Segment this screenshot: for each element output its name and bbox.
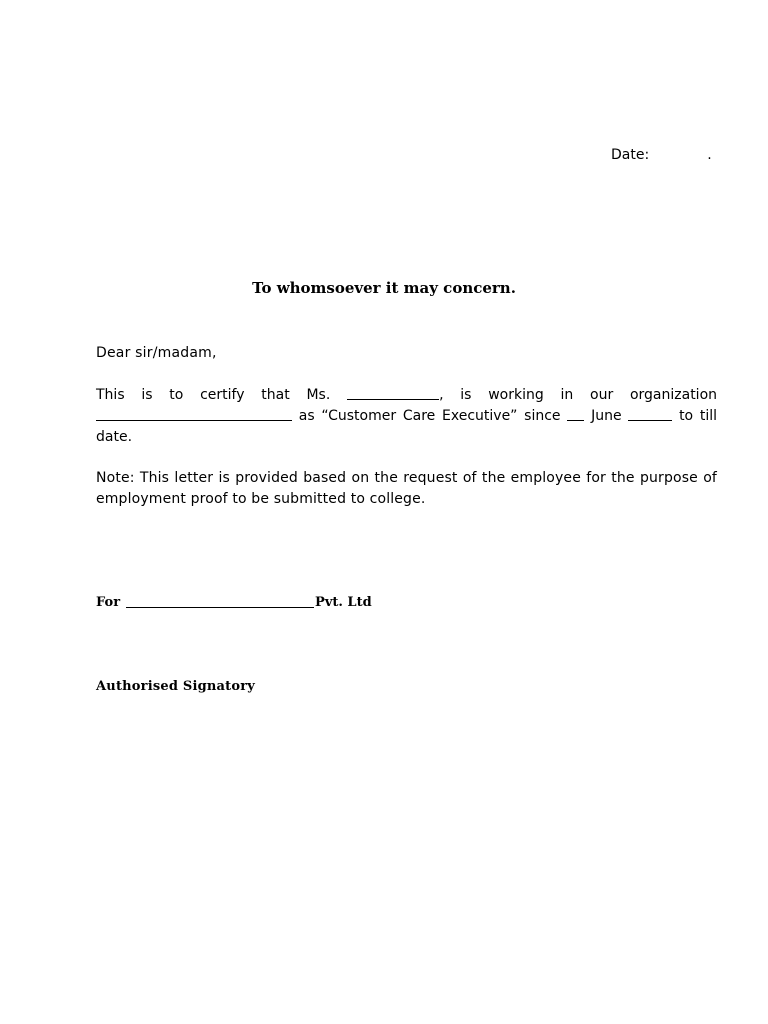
company-suffix: Pvt. Ltd	[315, 595, 372, 610]
year-blank	[628, 406, 672, 421]
organization-blank	[96, 406, 292, 421]
note-line-2: employment proof to be submitted to college.	[96, 490, 426, 507]
company-name-blank	[126, 594, 314, 608]
for-label: For	[96, 595, 121, 610]
certify-text-5: to till	[679, 407, 718, 424]
note-paragraph	[96, 468, 717, 510]
certify-line-2	[96, 406, 717, 427]
company-line	[96, 593, 372, 613]
certify-text-4: June	[591, 407, 622, 424]
date-line	[611, 145, 721, 165]
salutation: Dear sir/madam,	[96, 345, 217, 361]
employee-name-blank	[347, 385, 439, 400]
letter-title: To whomsoever it may concern.	[252, 279, 516, 297]
certification-paragraph	[96, 385, 717, 447]
date-label: Date:	[611, 147, 650, 163]
certify-line-1	[96, 385, 717, 406]
certify-text-2: , is working in our organization	[439, 387, 718, 403]
authorised-signatory: Authorised Signatory	[96, 679, 256, 694]
certify-text-1: This is to certify that Ms.	[96, 387, 331, 403]
certify-text-3: as “Customer Care Executive” since	[298, 407, 561, 424]
date-end: .	[707, 147, 712, 163]
certify-line-3: date.	[96, 428, 133, 445]
day-blank	[567, 406, 584, 421]
note-line-1: Note: This letter is provided based on the request of the employee for the purpose of	[96, 470, 717, 486]
